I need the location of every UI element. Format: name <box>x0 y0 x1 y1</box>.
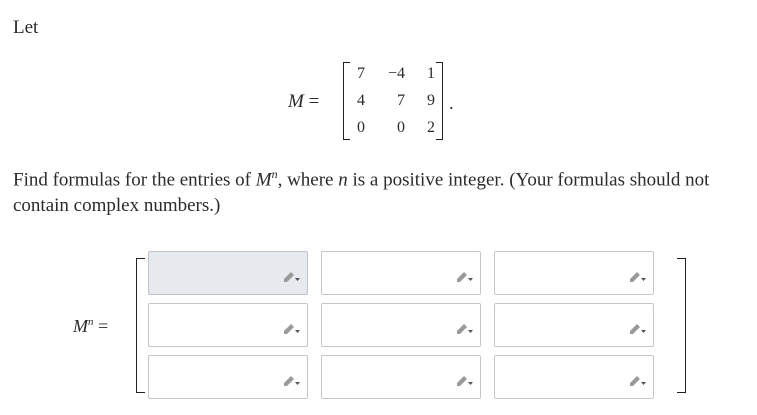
pencil-dropdown-icon[interactable] <box>281 269 301 283</box>
answer-field-r1c1[interactable] <box>148 251 308 295</box>
answer-input-r2c3[interactable] <box>501 308 615 344</box>
answer-field-r2c3[interactable] <box>494 303 654 347</box>
answer-left-bracket <box>136 258 145 393</box>
answer-field-r2c2[interactable] <box>321 303 481 347</box>
answer-input-r3c1[interactable] <box>155 360 269 396</box>
answer-exponent: n <box>88 316 94 328</box>
matrix-entry: 7 <box>397 92 405 109</box>
answer-input-r1c2[interactable] <box>328 256 442 292</box>
answer-input-r2c2[interactable] <box>328 308 442 344</box>
answer-equals: = <box>98 316 109 336</box>
answer-input-r2c1[interactable] <box>155 308 269 344</box>
matrix-entry: 0 <box>397 119 405 136</box>
question-text: Find formulas for the entries of $M^n$, where n is a positive integer. (Your formulas should not contain complex numbers.) <box>13 167 710 217</box>
matrix-period: . <box>449 93 454 113</box>
answer-input-r3c2[interactable] <box>328 360 442 396</box>
given-matrix <box>343 62 443 140</box>
matrix-entry: 9 <box>427 92 435 109</box>
matrix-symbol: M <box>288 91 304 112</box>
answer-field-r2c1[interactable] <box>148 303 308 347</box>
answer-field-r1c2[interactable] <box>321 251 481 295</box>
equals-sign: = <box>308 91 320 112</box>
pencil-dropdown-icon[interactable] <box>454 269 474 283</box>
matrix-entry: −4 <box>387 65 405 82</box>
answer-input-r1c1[interactable] <box>155 256 269 292</box>
answer-right-bracket <box>677 258 686 393</box>
var-m: M <box>255 169 272 191</box>
matrix-entry: 1 <box>427 65 435 82</box>
answer-input-r1c3[interactable] <box>501 256 615 292</box>
pencil-dropdown-icon[interactable] <box>627 321 647 335</box>
answer-symbol: M <box>73 316 88 336</box>
answer-field-r1c3[interactable] <box>494 251 654 295</box>
pencil-dropdown-icon[interactable] <box>454 321 474 335</box>
matrix-entry: 7 <box>357 65 365 82</box>
matrix-label <box>288 91 319 113</box>
pencil-dropdown-icon[interactable] <box>281 373 301 387</box>
answer-field-r3c1[interactable] <box>148 355 308 399</box>
answer-input-r3c3[interactable] <box>501 360 615 396</box>
right-bracket <box>436 62 443 140</box>
answer-field-r3c3[interactable] <box>494 355 654 399</box>
pencil-dropdown-icon[interactable] <box>454 373 474 387</box>
intro-text: Let <box>13 17 39 38</box>
var-exponent: n <box>271 167 278 181</box>
answer-field-r3c2[interactable] <box>321 355 481 399</box>
matrix-entry: 0 <box>357 119 365 136</box>
pencil-dropdown-icon[interactable] <box>627 373 647 387</box>
pencil-dropdown-icon[interactable] <box>627 269 647 283</box>
answer-label <box>73 316 108 337</box>
pencil-dropdown-icon[interactable] <box>281 321 301 335</box>
matrix-entry: 2 <box>427 119 435 136</box>
var-n: n <box>338 169 348 191</box>
matrix-entry: 4 <box>357 92 365 109</box>
